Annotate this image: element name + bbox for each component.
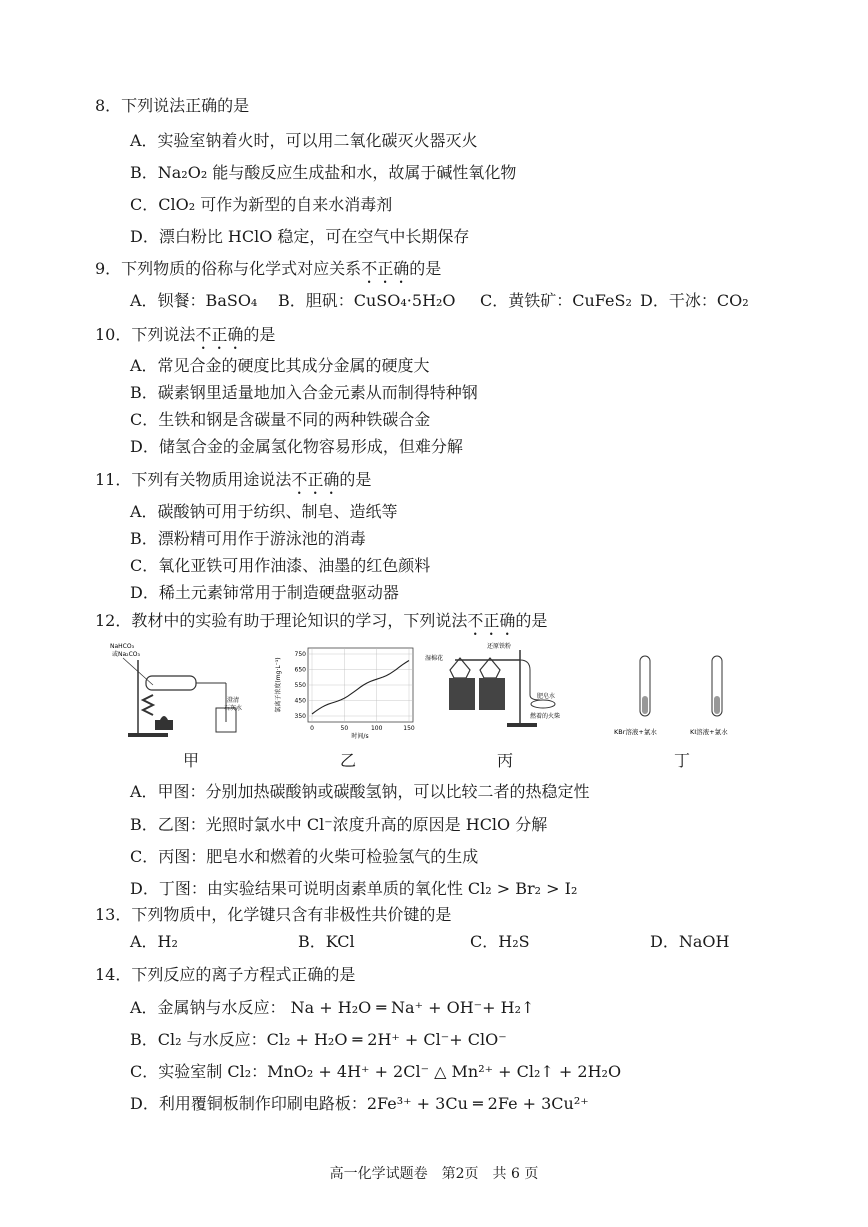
emphasis-text: 不正确 [361,259,410,278]
question-9-option-a: A．钡餐：BaSO₄ [130,291,258,310]
question-10-option-d: D．储氢合金的金属氢化物容易形成，但难分解 [130,437,463,456]
figure-ding-tubes [612,640,762,740]
figure-yi-xtick: 100 [370,725,383,732]
question-13-option-d: D．NaOH [650,932,730,951]
question-9-option-d: D．干冰：CO₂ [640,291,749,310]
figure-yi-ytick: 650 [294,666,306,674]
question-11-option-c: C．氧化亚铁可用作油漆、油墨的红色颜料 [130,556,431,575]
question-8-option-c: C．ClO₂ 可作为新型的自来水消毒剂 [130,195,393,214]
stem-text: 9．下列物质的俗称与化学式对应关系 [95,259,362,278]
figure-label-ding: 丁 [674,751,691,770]
stem-text: 的是 [243,325,276,344]
figure-yi-chart [272,640,422,740]
question-12-option-b: B．乙图：光照时氯水中 Cl⁻浓度升高的原因是 HClO 分解 [130,815,548,834]
stem-text: 11．下列有关物质用途说法 [95,470,292,489]
question-11-stem [95,470,371,498]
question-9-stem [95,259,441,287]
question-11-option-d: D．稀土元素铈常用于制造硬盘驱动器 [130,583,399,602]
figure-label-yi: 乙 [340,751,357,770]
figure-bing-apparatus [425,640,590,740]
emphasis-text: 不正确 [291,470,340,489]
figure-yi-xtick: 150 [403,725,415,732]
question-14-stem: 14．下列反应的离子方程式正确的是 [95,965,356,984]
figure-ding-label: KBr溶液+氯水 [614,728,657,736]
figure-jia-label: 或Na₂CO₃ [112,651,140,658]
figure-yi-xtick: 50 [340,725,349,732]
question-12-option-a: A．甲图：分别加热碳酸钠或碳酸氢钠，可以比较二者的热稳定性 [130,782,590,801]
question-8-option-a: A．实验室钠着火时，可以用二氧化碳灭火器灭火 [130,131,478,150]
stem-text: 的是 [409,259,442,278]
figure-yi-ylabel: 氯离子浓度(mg·L⁻¹) [275,657,282,713]
figure-label-jia: 甲 [183,751,200,770]
question-9-option-b: B．胆矾：CuSO₄·5H₂O [278,291,456,310]
figure-jia-label: NaHCO₃ [110,643,134,650]
question-10-option-c: C．生铁和钢是含碳量不同的两种铁碳合金 [130,410,431,429]
question-13-option-b: B．KCl [298,932,355,951]
question-14-option-a: A．金属钠与水反应： Na + H₂O ═ Na⁺ + OH⁻+ H₂↑ [130,998,535,1017]
question-8-stem: 8．下列说法正确的是 [95,96,250,115]
figure-bing-label: 肥皂水 [537,693,556,700]
page-footer: 高一化学试题卷 第2页 共 6 页 [329,1166,539,1182]
question-13-option-a: A．H₂ [130,932,178,951]
question-14-option-b: B．Cl₂ 与水反应：Cl₂ + H₂O ═ 2H⁺ + Cl⁻+ ClO⁻ [130,1030,507,1049]
question-14-option-c: C．实验室制 Cl₂：MnO₂ + 4H⁺ + 2Cl⁻ △ Mn²⁺ + Cl₂↑ + 2H₂O [130,1062,622,1081]
figure-label-bing: 丙 [497,751,514,770]
question-10-option-b: B．碳素钢里适量地加入合金元素从而制得特种钢 [130,383,478,402]
question-10-option-a: A．常见合金的硬度比其成分金属的硬度大 [130,356,430,375]
figure-bing-label: 湿棉花 [425,655,444,662]
stem-text: 的是 [339,470,372,489]
question-14-option-d: D．利用覆铜板制作印刷电路板：2Fe³⁺ + 3Cu ═ 2Fe + 3Cu²⁺ [130,1094,589,1113]
emphasis-text: 不正确 [467,611,516,630]
question-12-option-c: C．丙图：肥皂水和燃着的火柴可检验氢气的生成 [130,847,479,866]
stem-text: 10．下列说法 [95,325,196,344]
figure-yi-xlabel: 时间/s [351,733,369,740]
figure-jia-label: 石灰水 [224,705,243,712]
question-11-option-a: A．碳酸钠可用于纺织、制皂、造纸等 [130,502,398,521]
figure-yi-ytick: 450 [294,697,306,705]
figure-yi-xtick: 0 [310,725,314,732]
stem-text: 12．教材中的实验有助于理论知识的学习，下列说法 [95,611,468,630]
stem-text: 的是 [515,611,548,630]
question-13-option-c: C．H₂S [470,932,530,951]
figure-ding-label: KI溶液+氯水 [690,728,728,736]
figure-yi-ytick: 750 [294,651,306,658]
question-10-stem [95,325,275,353]
figure-bing-label: 燃着的火柴 [530,713,561,720]
emphasis-text: 不正确 [195,325,244,344]
question-11-option-b: B．漂粉精可用作于游泳池的消毒 [130,529,366,548]
question-8-option-b: B．Na₂O₂ 能与酸反应生成盐和水，故属于碱性氧化物 [130,163,517,182]
question-12-stem [95,611,547,639]
question-12-option-d: D．丁图：由实验结果可说明卤素单质的氧化性 Cl₂ > Br₂ > I₂ [130,879,578,898]
figure-jia-label: 澄清 [227,697,240,704]
figure-yi-ytick: 350 [294,713,306,720]
figure-jia-apparatus [108,640,258,740]
question-13-stem: 13．下列物质中，化学键只含有非极性共价键的是 [95,905,452,924]
figure-yi-ytick: 550 [294,682,306,689]
question-8-option-d: D．漂白粉比 HClO 稳定，可在空气中长期保存 [130,227,470,246]
question-9-option-c: C．黄铁矿：CuFeS₂ [480,291,632,310]
figure-bing-label: 还原铁粉 [487,643,512,650]
